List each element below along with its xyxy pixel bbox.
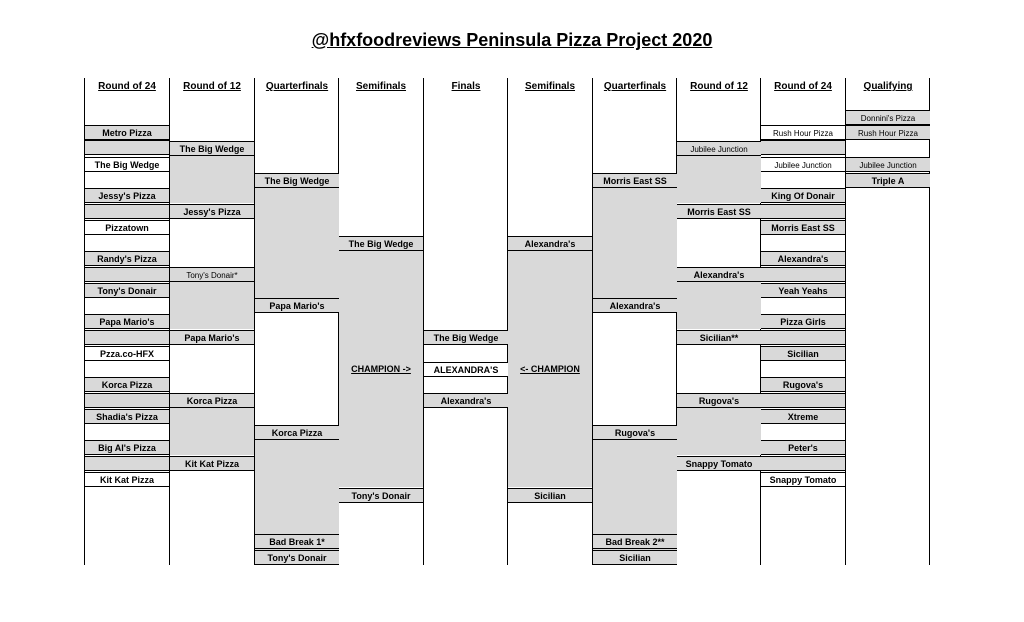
column-header: Quarterfinals	[265, 81, 329, 92]
team-cell: Papa Mario's	[170, 330, 254, 345]
round-of-12-left-column	[170, 78, 254, 565]
team-cell: Pizzatown	[85, 220, 169, 235]
team-cell: Rugova's	[593, 425, 677, 440]
team-cell: Yeah Yeahs	[761, 283, 845, 298]
team-cell: Korca Pizza	[170, 393, 254, 408]
quarterfinals-right-column	[593, 78, 677, 565]
column-header: Semifinals	[524, 81, 576, 92]
team-cell: Jubilee Junction	[846, 157, 930, 172]
match-block	[677, 282, 761, 329]
team-cell: Rugova's	[761, 377, 845, 392]
team-cell: Jessy's Pizza	[85, 188, 169, 203]
team-cell: Papa Mario's	[255, 298, 339, 313]
match-block	[170, 156, 254, 203]
team-cell: Morris East SS	[677, 204, 761, 219]
team-cell: Bad Break 2**	[593, 534, 677, 549]
match-block	[677, 408, 761, 455]
team-cell: Korca Pizza	[85, 377, 169, 392]
team-cell: Big Al's Pizza	[85, 440, 169, 455]
round-of-12-right-column	[677, 78, 761, 565]
match-block	[677, 156, 761, 203]
round-of-24-right-column	[761, 78, 845, 565]
column-header: Semifinals	[355, 81, 407, 92]
team-cell: The Big Wedge	[424, 330, 508, 345]
column-header: Round of 12	[183, 81, 241, 92]
team-cell	[761, 456, 845, 471]
column-header: Round of 24	[98, 81, 156, 92]
team-cell: Snappy Tomato	[761, 472, 845, 487]
team-cell: The Big Wedge	[255, 173, 339, 188]
team-cell	[85, 267, 169, 282]
team-cell: Tony's Donair*	[170, 267, 254, 282]
team-cell: Tony's Donair	[339, 488, 423, 503]
team-cell: Alexandra's	[508, 236, 592, 251]
team-cell	[761, 140, 845, 155]
team-cell	[85, 330, 169, 345]
quarterfinals-left-column	[255, 78, 339, 565]
finals-column	[424, 78, 508, 565]
team-cell	[85, 393, 169, 408]
team-cell: Korca Pizza	[255, 425, 339, 440]
team-cell: Sicilian	[761, 346, 845, 361]
team-cell: Jessy's Pizza	[170, 204, 254, 219]
column-header: Qualifying	[863, 81, 913, 92]
match-block	[170, 408, 254, 455]
page-title: @hfxfoodreviews Peninsula Pizza Project 2020	[311, 30, 713, 50]
team-cell: Bad Break 1*	[255, 534, 339, 549]
team-cell	[85, 140, 169, 155]
qualifying-column	[846, 78, 930, 565]
team-cell: Peter's	[761, 440, 845, 455]
semifinals-left-column	[339, 78, 423, 565]
team-cell	[761, 330, 845, 345]
team-cell	[85, 456, 169, 471]
match-block	[255, 188, 339, 298]
team-cell	[761, 204, 845, 219]
team-cell	[761, 393, 845, 408]
team-cell: Pizza Girls	[761, 314, 845, 329]
champion-left-label: CHAMPION ->	[339, 362, 423, 377]
team-cell	[85, 204, 169, 219]
round-of-24-left-column	[85, 78, 169, 565]
team-cell: The Big Wedge	[170, 141, 254, 156]
team-cell: Tony's Donair	[255, 550, 339, 565]
column-header: Round of 12	[690, 81, 748, 92]
team-cell: Papa Mario's	[85, 314, 169, 329]
team-cell: Sicilian	[593, 550, 677, 565]
team-cell: Kit Kat Pizza	[85, 472, 169, 487]
semifinals-right-column	[508, 78, 592, 565]
match-block	[593, 188, 677, 298]
team-cell: Sicilian**	[677, 330, 761, 345]
team-cell: King Of Donair	[761, 188, 845, 203]
team-cell: Rugova's	[677, 393, 761, 408]
match-block	[170, 282, 254, 329]
team-cell: The Big Wedge	[85, 157, 169, 172]
team-cell: Xtreme	[761, 409, 845, 424]
champion-right-label: <- CHAMPION	[508, 362, 592, 377]
team-cell: Morris East SS	[761, 220, 845, 235]
column-header: Quarterfinals	[603, 81, 667, 92]
team-cell: Pzza.co-HFX	[85, 346, 169, 361]
team-cell: Alexandra's	[424, 393, 508, 408]
team-cell: Alexandra's	[593, 298, 677, 313]
team-cell: Shadia's Pizza	[85, 409, 169, 424]
team-cell: Rush Hour Pizza	[761, 125, 845, 140]
team-cell: Alexandra's	[761, 251, 845, 266]
team-cell: Donnini's Pizza	[846, 110, 930, 125]
team-cell: Snappy Tomato	[677, 456, 761, 471]
team-cell: Sicilian	[508, 488, 592, 503]
team-cell: Metro Pizza	[85, 125, 169, 140]
team-cell: Tony's Donair	[85, 283, 169, 298]
team-cell: Jubilee Junction	[677, 141, 761, 156]
team-cell: Alexandra's	[677, 267, 761, 282]
team-cell: Morris East SS	[593, 173, 677, 188]
champion-cell: ALEXANDRA'S	[424, 362, 508, 377]
team-cell: Rush Hour Pizza	[846, 125, 930, 140]
team-cell: Randy's Pizza	[85, 251, 169, 266]
column-header: Round of 24	[774, 81, 832, 92]
team-cell	[761, 267, 845, 282]
column-header: Finals	[451, 81, 481, 92]
team-cell: The Big Wedge	[339, 236, 423, 251]
team-cell: Jubilee Junction	[761, 157, 845, 172]
team-cell: Triple A	[846, 173, 930, 188]
team-cell: Kit Kat Pizza	[170, 456, 254, 471]
